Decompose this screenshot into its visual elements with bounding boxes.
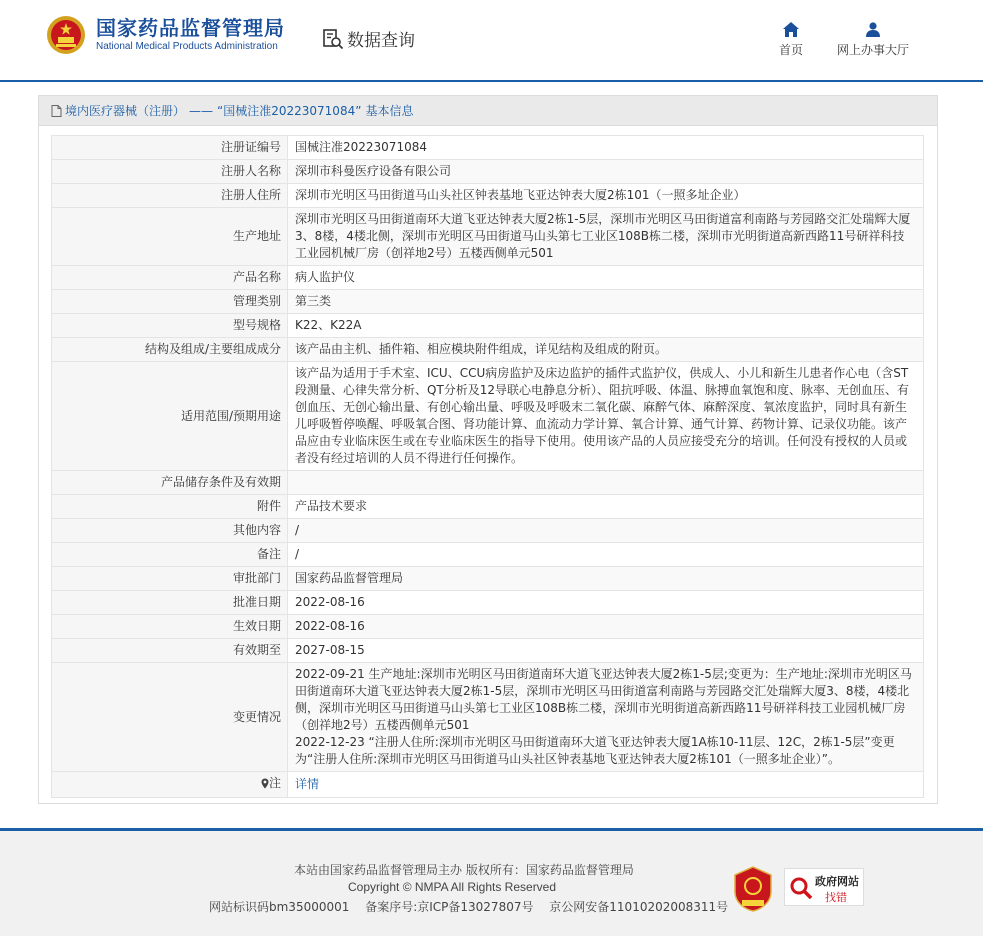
breadcrumb-category[interactable]: 境内医疗器械（注册） — [65, 104, 186, 118]
row-label: 产品储存条件及有效期 — [52, 471, 288, 495]
table-row — [52, 362, 924, 471]
footer-registration — [209, 898, 728, 915]
row-value: 深圳市光明区马田街道南环大道飞亚达钟表大厦2栋1-5层，深圳市光明区马田街道富利南路与芳园路交汇处瑞辉大厦3、8楼，4楼北侧，深圳市光明区马田街道马山头第七工业区108B栋二楼，深圳市光明街道高新西路11号研祥科技工业园机械厂房（创祥地2号）五楼西侧单元501 — [288, 208, 924, 266]
logo-title-cn: 国家药品监督管理局 — [96, 16, 285, 40]
row-label: 适用范围/预期用途 — [52, 362, 288, 471]
row-value — [288, 471, 924, 495]
row-label: 型号规格 — [52, 314, 288, 338]
row-label: 结构及组成/主要组成成分 — [52, 338, 288, 362]
data-query-title — [322, 26, 415, 51]
row-value: / — [288, 543, 924, 567]
row-value: K22、K22A — [288, 314, 924, 338]
row-label: 注册证编号 — [52, 136, 288, 160]
change-entry: 2022-09-21 生产地址:深圳市光明区马田街道南环大道飞亚达钟表大厦2栋1-5层;变更为：生产地址:深圳市光明区马田街道南环大道飞亚达钟表大厦2栋1-5层，深圳市光明区马田街道富利南路与芳园路交汇处瑞辉大厦3、8楼，4楼北侧，深圳市光明区马田街道马山头第七工业区108B栋二楼，深圳市光明街道高新西路11号研祥科技工业园机械厂房（创祥地2号）五楼西侧单元501 — [295, 667, 912, 732]
logo-title-en: National Medical Products Administration — [96, 41, 278, 52]
row-value: 国家药品监督管理局 — [288, 567, 924, 591]
registration-info-table — [51, 135, 924, 798]
footer-sponsor: 本站由国家药品监督管理局主办 版权所有：国家药品监督管理局 — [294, 863, 634, 877]
table-row — [52, 639, 924, 663]
note-label: 注 — [268, 776, 281, 790]
row-label: 生效日期 — [52, 615, 288, 639]
gov-website-error-report-badge[interactable] — [784, 868, 864, 906]
table-row — [52, 519, 924, 543]
row-value: 2027-08-15 — [288, 639, 924, 663]
row-label: 附件 — [52, 495, 288, 519]
detail-panel — [38, 95, 938, 804]
breadcrumb-record: “国械注准20223071084” — [217, 104, 362, 118]
row-label: 生产地址 — [52, 208, 288, 266]
breadcrumb-suffix: 基本信息 — [365, 104, 414, 118]
table-row — [52, 160, 924, 184]
nav-online-service-hall[interactable] — [833, 22, 913, 58]
change-entry: 2022-12-23 “注册人住所:深圳市光明区马田街道南环大道飞亚达钟表大厦1A栋10-11层、12C，2栋1-5层”变更为“注册人住所:深圳市光明区马田街道马山头社区钟表基地飞亚达钟表大厦2栋101（一照多址企业）”。 — [295, 735, 895, 766]
table-row — [52, 495, 924, 519]
document-search-icon — [322, 28, 344, 50]
row-value-note — [288, 772, 924, 798]
row-value: 该产品由主机、插件箱、相应模块附件组成，详见结构及组成的附页。 — [288, 338, 924, 362]
user-icon — [865, 22, 881, 37]
row-value: 国械注准20223071084 — [288, 136, 924, 160]
row-label: 审批部门 — [52, 567, 288, 591]
row-label-note — [52, 772, 288, 798]
table-row — [52, 338, 924, 362]
party-organization-badge-icon[interactable] — [733, 866, 773, 912]
footer-registration-text: 网站标识码bm35000001 备案序号:京ICP备13027807号 京公网安备11010202008311号 — [209, 900, 729, 914]
row-label: 管理类别 — [52, 290, 288, 314]
details-link[interactable]: 详情 — [295, 777, 320, 791]
row-label: 备注 — [52, 543, 288, 567]
nav-home-label: 首页 — [778, 43, 803, 57]
row-value: 第三类 — [288, 290, 924, 314]
row-value: 深圳市科曼医疗设备有限公司 — [288, 160, 924, 184]
table-row — [52, 567, 924, 591]
site-header — [0, 0, 983, 82]
table-row — [52, 471, 924, 495]
query-title-text: 数据查询 — [347, 31, 415, 51]
nav-hall-label: 网上办事大厅 — [836, 43, 909, 57]
row-value: 该产品为适用于手术室、ICU、CCU病房监护及床边监护的插件式监护仪，供成人、小儿和新生儿患者作心电（含ST段测量、心律失常分析、QT分析及12导联心电静息分析）、阻抗呼吸、体温、脉搏血氧饱和度、脉率、无创血压、有创血压、无创心输出量、有创心输出量、呼吸及呼吸末二氧化碳、麻醉气体、麻醉深度、氧浓度监护，同时具有新生儿呼吸暂停唤醒、呼吸氧合图、肾功能计算、血流动力学计算、氧合计算、通气计算、药物计算、记录仪功能。该产品应由专业临床医生或在专业临床医生的指导下使用。使用该产品的人员应接受充分的培训。任何没有授权的人员或者没有经过培训的人员不得进行任何操作。 — [288, 362, 924, 471]
table-row — [52, 184, 924, 208]
table-row — [52, 136, 924, 160]
gov-badge-subtitle: 找错 — [825, 891, 847, 904]
row-label: 有效期至 — [52, 639, 288, 663]
breadcrumb — [39, 96, 937, 126]
site-footer — [0, 831, 983, 936]
row-value: / — [288, 519, 924, 543]
document-icon — [51, 105, 62, 117]
table-row — [52, 543, 924, 567]
row-value — [288, 663, 924, 772]
site-logo[interactable] — [46, 15, 285, 55]
row-label: 其他内容 — [52, 519, 288, 543]
magnifier-icon — [789, 876, 813, 900]
gov-badge-title: 政府网站 — [815, 875, 859, 888]
breadcrumb-separator: —— — [189, 103, 214, 118]
nav-home[interactable] — [776, 22, 806, 58]
table-row-note — [52, 772, 924, 798]
table-row — [52, 663, 924, 772]
table-row — [52, 591, 924, 615]
row-label: 产品名称 — [52, 266, 288, 290]
table-row — [52, 266, 924, 290]
table-row — [52, 290, 924, 314]
row-value: 2022-08-16 — [288, 591, 924, 615]
row-value: 2022-08-16 — [288, 615, 924, 639]
footer-copyright: Copyright © NMPA All Rights Reserved — [348, 880, 557, 894]
row-label: 批准日期 — [52, 591, 288, 615]
national-emblem-icon — [46, 15, 86, 55]
row-value: 病人监护仪 — [288, 266, 924, 290]
note-label-wrap — [261, 775, 281, 792]
table-row — [52, 615, 924, 639]
row-value: 深圳市光明区马田街道马山头社区钟表基地飞亚达钟表大厦2栋101（一照多址企业） — [288, 184, 924, 208]
row-label: 注册人住所 — [52, 184, 288, 208]
pin-icon — [261, 778, 269, 789]
table-row — [52, 208, 924, 266]
row-value: 产品技术要求 — [288, 495, 924, 519]
home-icon — [783, 22, 799, 37]
table-row — [52, 314, 924, 338]
row-label: 注册人名称 — [52, 160, 288, 184]
row-label: 变更情况 — [52, 663, 288, 772]
